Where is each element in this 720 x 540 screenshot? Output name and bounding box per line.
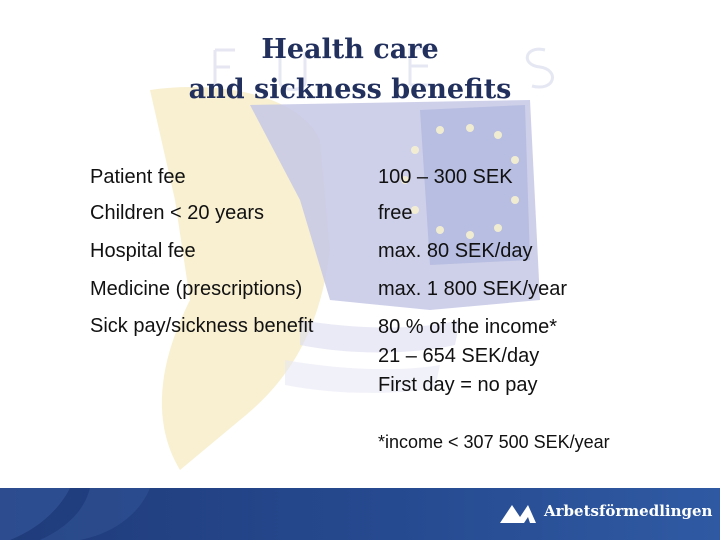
slide-title [0, 30, 700, 110]
row-value: 100 – 300 SEK [378, 166, 513, 188]
title-line-2: and sickness benefits [188, 74, 512, 105]
footer-bar [0, 488, 720, 540]
row-label: Sick pay/sickness benefit [90, 315, 314, 337]
sick-pay-row [0, 315, 720, 351]
title-line-1: Health care [261, 34, 439, 65]
row-label: Medicine (prescriptions) [90, 278, 303, 300]
row-label: Children < 20 years [90, 202, 264, 224]
benefit-row [0, 278, 720, 314]
row-value: max. 1 800 SEK/year [378, 278, 567, 300]
footnote: *income < 307 500 SEK/year [378, 432, 610, 452]
row-value: free [378, 202, 413, 224]
benefit-row [0, 240, 720, 276]
arbetsformedlingen-logo-icon [498, 501, 538, 527]
sick-pay-details [378, 313, 557, 400]
sick-pay-line: 21 – 654 SEK/day [378, 345, 540, 367]
sick-pay-line: 80 % of the income* [378, 316, 557, 338]
benefit-row [0, 202, 720, 238]
footer-wave-decoration [0, 488, 240, 540]
sick-pay-line: First day = no pay [378, 374, 538, 396]
footer-brand: Arbetsförmedlingen [544, 502, 713, 520]
benefit-row [0, 166, 720, 202]
row-label: Patient fee [90, 166, 186, 188]
row-value: max. 80 SEK/day [378, 240, 533, 262]
row-label: Hospital fee [90, 240, 196, 262]
